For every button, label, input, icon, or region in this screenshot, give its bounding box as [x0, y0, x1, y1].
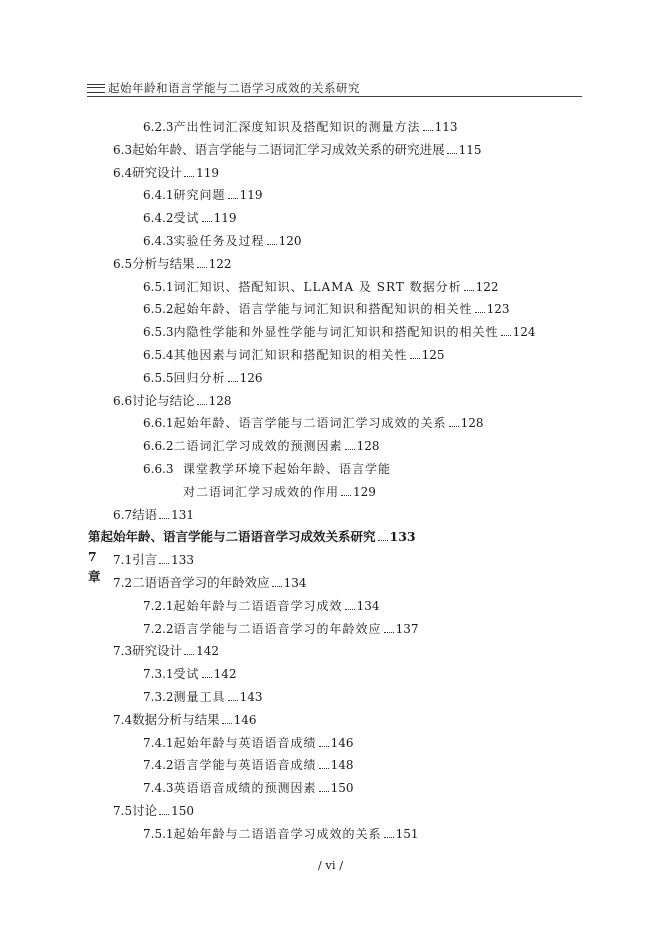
leader-dots: [378, 540, 388, 541]
toc-entry-page: 122: [475, 279, 499, 294]
toc-entry-title: 词汇知识、搭配知识、LLAMA 及 SRT 数据分析: [173, 279, 462, 294]
toc-entry-title: 引言: [132, 552, 158, 568]
toc-entry-title: 二语语音学习的年龄效应: [132, 575, 270, 590]
toc-entry-number: 7.5.1: [143, 826, 174, 841]
toc-entry-page: 146: [330, 735, 354, 750]
toc-entry-title: 结语: [132, 506, 158, 522]
toc-entry-title: 起始年龄、语言学能与二语语音学习成效关系研究: [100, 529, 376, 545]
leader-dots: [272, 586, 282, 587]
toc-entry-number: 6.5.5: [143, 370, 174, 385]
leader-dots: [384, 632, 394, 633]
toc-entry-number: 6.5.4: [143, 348, 174, 362]
toc-entry-page: 122: [208, 256, 232, 271]
leader-dots: [423, 130, 433, 131]
toc-entry-title: 讨论与结论: [132, 392, 195, 408]
leader-dots: [202, 221, 212, 222]
running-head: [87, 80, 582, 96]
leader-dots: [501, 335, 511, 336]
leader-dots: [197, 267, 207, 268]
toc-entry-title: 起始年龄、语言学能与二语词汇学习成效的关系: [173, 416, 447, 431]
toc-entry-number: 7.5: [113, 804, 133, 818]
toc-entry-number: 6.6.3: [143, 462, 174, 476]
toc-entry-number: 7.4.2: [143, 758, 174, 773]
page-number: / vi /: [317, 858, 344, 872]
toc-entry-page: 151: [395, 826, 419, 841]
toc-entry-title: 受试: [173, 667, 200, 682]
toc-entry-title: 实验任务及过程: [173, 234, 265, 248]
toc-entry-title: 起始年龄、语言学能与词汇知识和搭配知识的相关性: [173, 302, 473, 317]
leader-dots: [184, 176, 194, 177]
leader-dots: [228, 198, 238, 199]
leader-dots: [345, 609, 355, 610]
toc-entry-page: 129: [353, 484, 376, 499]
toc-entry-page: 115: [458, 142, 482, 157]
toc-entry-page: 119: [213, 211, 237, 226]
toc-entry-title: 产出性词汇深度知识及搭配知识的测量方法: [173, 120, 421, 134]
toc-entry-title: 语言学能与英语语音成绩: [173, 758, 317, 773]
toc-entry-page: 120: [278, 234, 302, 248]
leader-dots: [197, 404, 207, 405]
toc-entry-title: 其他因素与词汇知识和搭配知识的相关性: [173, 348, 408, 362]
toc-entry-page: 128: [356, 439, 380, 454]
toc-entry-number: 7.1: [113, 553, 133, 568]
leader-dots: [319, 768, 329, 769]
running-title: 起始年龄和语言学能与二语学习成效的关系研究: [108, 81, 360, 95]
toc-entry-number: 6.6.1: [143, 416, 174, 431]
toc-entry-number: 6.4.2: [143, 211, 174, 226]
toc-entry-number: 6.2.3: [143, 120, 174, 134]
toc-entry-title: 起始年龄、语言学能与二语词汇学习成效关系的研究进展: [132, 141, 445, 157]
leader-dots: [228, 700, 238, 701]
toc-entry-number: 6.4.1: [143, 188, 174, 203]
toc-entry-title: 分析与结果: [132, 255, 195, 271]
toc-entry-page: 142: [196, 644, 220, 659]
toc-entry-title: 讨论: [132, 803, 158, 818]
leader-dots: [345, 449, 355, 450]
toc-entry-page: 128: [208, 393, 232, 408]
leader-dots: [464, 290, 474, 291]
toc-entry-number: 6.5.2: [143, 302, 174, 317]
leader-dots: [447, 153, 457, 154]
header-ornament-icon: [87, 84, 105, 93]
toc-entry-title: 研究问题: [173, 188, 226, 203]
toc-entry-page: 119: [196, 165, 220, 180]
toc-entry-title: 语言学能与二语语音学习的年龄效应: [173, 621, 382, 636]
toc-entry-page: 150: [171, 804, 195, 818]
toc-entry-number: 6.5.1: [143, 279, 174, 294]
toc-entry-title: 起始年龄与二语语音学习成效的关系: [173, 826, 382, 841]
leader-dots: [159, 563, 169, 564]
leader-dots: [449, 426, 459, 427]
toc-entry-number: 6.3: [113, 142, 133, 157]
toc-entry[interactable]: [143, 459, 391, 479]
leader-dots: [384, 837, 394, 838]
toc-entry-number: 6.5: [113, 256, 133, 271]
toc-entry-page: 131: [171, 507, 195, 522]
toc-entry-number: 7.4.1: [143, 735, 174, 750]
leader-dots: [410, 358, 420, 359]
toc-entry-title: 回归分析: [173, 370, 226, 385]
toc-entry-number: 7.2.2: [143, 621, 174, 636]
toc-entry-title: 起始年龄与英语语音成绩: [173, 735, 317, 750]
leader-dots: [202, 677, 212, 678]
toc-entry-page: 137: [395, 621, 419, 636]
toc-entry-page: 126: [239, 370, 263, 385]
toc-entry-page: 128: [460, 416, 484, 431]
toc-entry-number: 第 7 章: [88, 529, 101, 585]
toc-entry-title: 课堂教学环境下起始年龄、语言学能: [183, 462, 392, 476]
toc-entry-title: 受试: [173, 211, 200, 226]
toc-entry-title: 测量工具: [173, 690, 226, 704]
toc-entry-number: 6.6: [113, 393, 133, 408]
toc-entry-number: 7.2.1: [143, 598, 174, 613]
toc-entry-page: 125: [421, 348, 445, 362]
header-divider: [87, 96, 582, 97]
toc-entry-title: 数据分析与结果: [132, 711, 220, 727]
leader-dots: [228, 381, 238, 382]
toc-entry-page: 119: [239, 188, 263, 203]
toc-entry-page: 133: [171, 553, 195, 568]
toc-entry-title: 对二语词汇学习成效的作用: [183, 484, 340, 499]
toc-entry-page: 148: [330, 758, 354, 773]
toc-entry-page: 142: [213, 667, 237, 682]
toc-entry-title: 二语词汇学习成效的预测因素: [173, 439, 343, 454]
leader-dots: [341, 495, 351, 496]
leader-dots: [267, 244, 277, 245]
toc-entry-number: 6.4.3: [143, 234, 174, 248]
toc-entry-number: 7.2: [113, 576, 133, 590]
leader-dots: [319, 791, 329, 792]
toc-entry-number: 6.6.2: [143, 439, 174, 454]
toc-entry-page: 134: [356, 598, 380, 613]
toc-entry-page: 124: [512, 325, 536, 340]
toc-entry-page: 113: [434, 120, 458, 134]
toc-entry-title: 内隐性学能和外显性学能与词汇知识和搭配知识的相关性: [173, 325, 499, 340]
toc-entry-page: 133: [389, 529, 416, 545]
toc-entry-page: 134: [283, 576, 307, 590]
leader-dots: [475, 312, 485, 313]
toc-entry-number: 6.7: [113, 507, 133, 522]
toc-entry-page: 123: [486, 302, 510, 317]
toc-entry-number: 7.4: [113, 712, 133, 727]
toc-entry-number: 7.3.1: [143, 667, 174, 682]
toc-entry-title: 研究设计: [132, 164, 183, 180]
leader-dots: [222, 723, 232, 724]
toc-entry-page: 150: [330, 781, 354, 796]
toc-entry-number: 7.4.3: [143, 781, 174, 796]
toc-entry-number: 6.5.3: [143, 325, 174, 340]
toc-entry-title: 英语语音成绩的预测因素: [173, 781, 317, 796]
leader-dots: [319, 746, 329, 747]
toc-entry-number: 7.3.2: [143, 690, 174, 704]
toc-entry-page: 143: [239, 690, 263, 704]
leader-dots: [159, 814, 169, 815]
leader-dots: [184, 654, 194, 655]
toc-entry-page: 146: [233, 712, 257, 727]
toc-entry-number: 6.4: [113, 165, 133, 180]
toc-entry-number: 7.3: [113, 644, 133, 659]
toc-entry-title: 研究设计: [132, 643, 183, 659]
leader-dots: [159, 518, 169, 519]
toc-entry-title: 起始年龄与二语语音学习成效: [173, 598, 343, 613]
